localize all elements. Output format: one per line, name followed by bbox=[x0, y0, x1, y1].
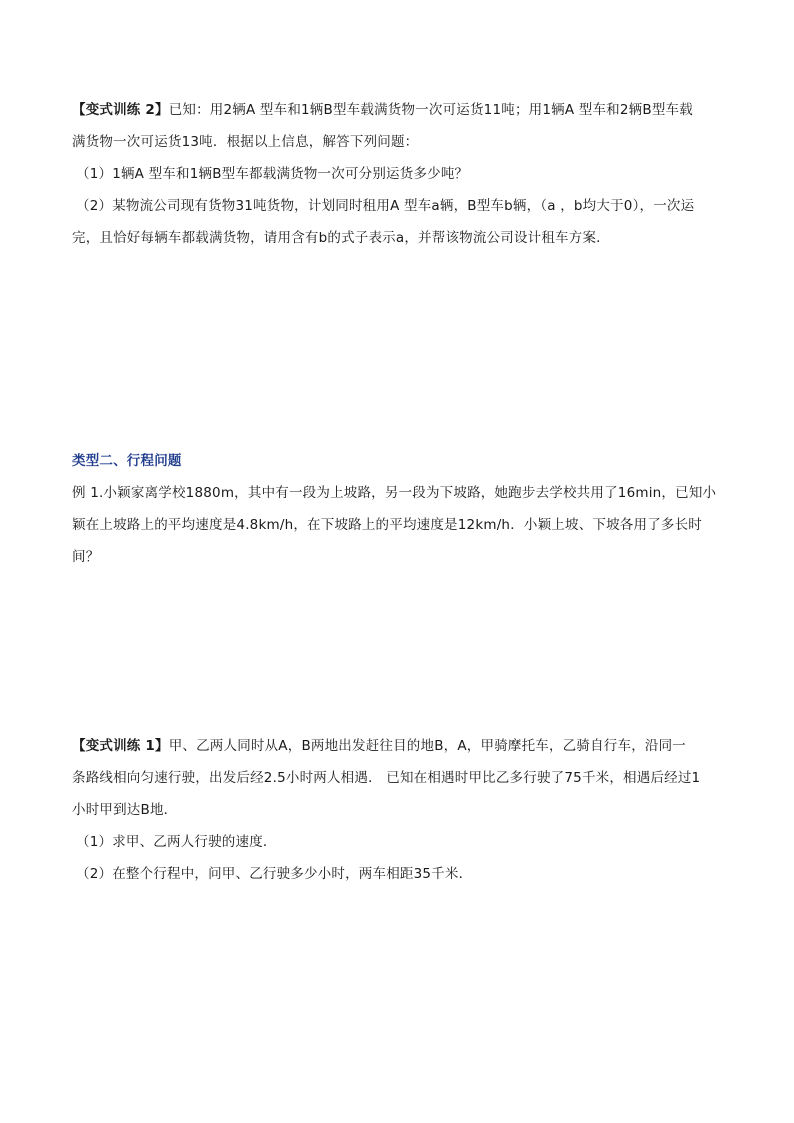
example1-line1: 例 1.小颖家离学校1880m，其中有一段为上坡路，另一段为下坡路，她跑步去学校共用了16min，已知小 bbox=[72, 485, 717, 501]
variant1-line1 bbox=[72, 736, 732, 756]
section-heading-type2: 类型二、行程问题 bbox=[72, 453, 182, 469]
variant2-line2: 满货物一次可运货13吨．根据以上信息，解答下列问题： bbox=[72, 134, 419, 150]
variant2-label: 【变式训练 2】 bbox=[72, 102, 169, 118]
variant1-label: 【变式训练 1】 bbox=[72, 738, 169, 754]
variant1-line2: 条路线相向匀速行驶，出发后经2.5小时两人相遇． 已知在相遇时甲比乙多行驶了75千米，相遇后经过1 bbox=[72, 770, 701, 786]
variant2-question1: （1）1辆A 型车和1辆B型车都载满货物一次可分别运货多少吨？ bbox=[76, 166, 469, 182]
variant1-line3: 小时甲到达B地． bbox=[72, 802, 178, 818]
variant2-line1 bbox=[72, 100, 732, 120]
variant2-line1-text: 已知：用2辆A 型车和1辆B型车载满货物一次可运货11吨；用1辆A 型车和2辆B型车载 bbox=[168, 102, 693, 118]
variant1-question1: （1）求甲、乙两人行驶的速度． bbox=[76, 834, 277, 850]
variant1-line1-text: 甲、乙两人同时从A，B两地出发赶往目的地B，A，甲骑摩托车，乙骑自行车，沿同一 bbox=[168, 738, 686, 754]
example1-line3: 间？ bbox=[72, 549, 100, 565]
variant2-question2-line2: 完，且恰好每辆车都载满货物，请用含有b的式子表示a，并帮该物流公司设计租车方案． bbox=[72, 230, 610, 246]
variant2-question2-line1: （2）某物流公司现有货物31吨货物，计划同时租用A 型车a辆，B型车b辆，（a ，b均大于0），一次运 bbox=[76, 198, 695, 214]
variant1-question2: （2）在整个行程中，问甲、乙行驶多少小时，两车相距35千米． bbox=[76, 866, 473, 882]
example1-line2: 颖在上坡路上的平均速度是4.8km/h，在下坡路上的平均速度是12km/h．小颖上坡、下坡各用了多长时 bbox=[72, 517, 702, 533]
